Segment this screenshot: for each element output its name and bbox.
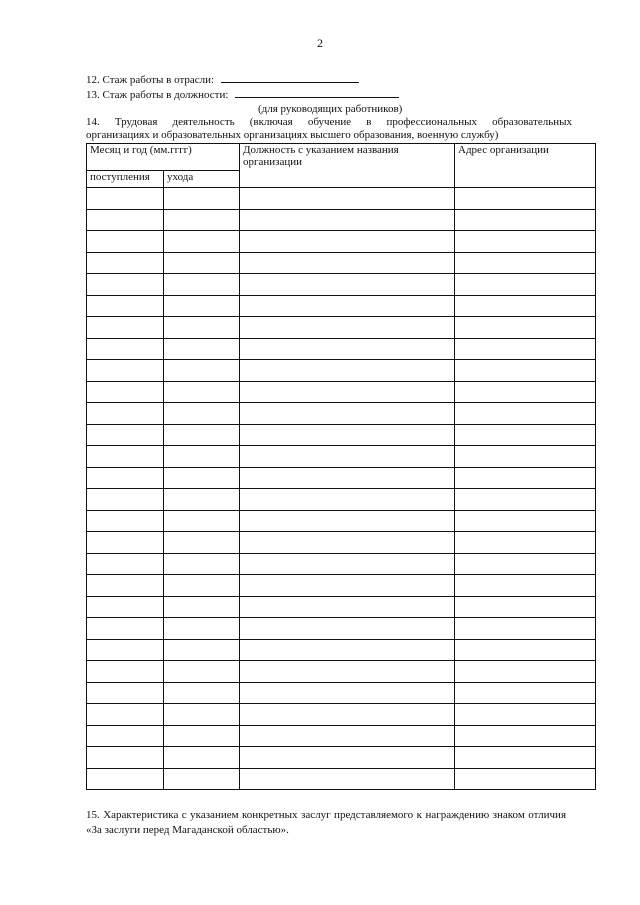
table-cell[interactable]: [87, 532, 164, 554]
table-cell[interactable]: [87, 489, 164, 511]
table-cell[interactable]: [87, 274, 164, 296]
table-cell[interactable]: [240, 532, 455, 554]
table-cell[interactable]: [164, 618, 240, 640]
table-cell[interactable]: [455, 575, 596, 597]
table-cell[interactable]: [240, 725, 455, 747]
section14-heading-line2: организациях и образовательных организациях высшего образования, военную службу): [86, 129, 499, 141]
table-row: [87, 489, 596, 511]
table-cell[interactable]: [455, 424, 596, 446]
table-cell[interactable]: [164, 209, 240, 231]
table-cell[interactable]: [455, 295, 596, 317]
table-cell[interactable]: [455, 231, 596, 253]
table-cell[interactable]: [164, 575, 240, 597]
table-cell[interactable]: [455, 467, 596, 489]
header-month-year: Месяц и год (мм.гггг): [87, 144, 240, 171]
table-cell[interactable]: [164, 725, 240, 747]
table-header-row: [87, 144, 596, 171]
table-cell[interactable]: [240, 403, 455, 425]
table-cell[interactable]: [455, 317, 596, 339]
table-cell[interactable]: [240, 661, 455, 683]
table-cell[interactable]: [87, 338, 164, 360]
table-cell[interactable]: [87, 403, 164, 425]
table-cell[interactable]: [240, 510, 455, 532]
table-cell[interactable]: [240, 553, 455, 575]
table-cell[interactable]: [455, 510, 596, 532]
table-cell[interactable]: [87, 682, 164, 704]
table-cell[interactable]: [164, 682, 240, 704]
table-cell[interactable]: [455, 209, 596, 231]
table-cell[interactable]: [164, 532, 240, 554]
table-cell[interactable]: [164, 381, 240, 403]
table-cell[interactable]: [240, 381, 455, 403]
section14-heading-line1: 14. Трудовая деятельность (включая обучение в профессиональных образовательных: [86, 116, 572, 128]
table-cell[interactable]: [240, 360, 455, 382]
table-row: [87, 231, 596, 253]
table-cell[interactable]: [164, 661, 240, 683]
table-cell[interactable]: [240, 596, 455, 618]
table-cell[interactable]: [87, 747, 164, 769]
table-cell[interactable]: [87, 725, 164, 747]
table-cell[interactable]: [87, 188, 164, 210]
table-row: [87, 747, 596, 769]
table-row: [87, 360, 596, 382]
table-row: [87, 553, 596, 575]
table-cell[interactable]: [240, 682, 455, 704]
table-cell[interactable]: [455, 639, 596, 661]
table-cell[interactable]: [164, 768, 240, 790]
work-history-table: [86, 143, 596, 790]
table-row: [87, 618, 596, 640]
table-cell[interactable]: [87, 596, 164, 618]
table-row: [87, 446, 596, 468]
table-cell[interactable]: [455, 360, 596, 382]
table-cell[interactable]: [455, 596, 596, 618]
table-cell[interactable]: [164, 489, 240, 511]
table-row: [87, 381, 596, 403]
table-cell[interactable]: [240, 209, 455, 231]
table-cell[interactable]: [87, 317, 164, 339]
table-cell[interactable]: [455, 661, 596, 683]
industry-experience-blank[interactable]: [221, 72, 359, 83]
table-cell[interactable]: [455, 381, 596, 403]
header-position: Должность с указанием названия организации: [240, 144, 455, 188]
table-cell[interactable]: [455, 682, 596, 704]
table-cell[interactable]: [164, 338, 240, 360]
table-cell[interactable]: [240, 639, 455, 661]
table-cell[interactable]: [455, 446, 596, 468]
table-cell[interactable]: [87, 704, 164, 726]
table-cell[interactable]: [240, 317, 455, 339]
table-cell[interactable]: [164, 252, 240, 274]
header-address: Адрес организации: [455, 144, 596, 188]
table-row: [87, 704, 596, 726]
position-experience-label: 13. Стаж работы в должности:: [86, 89, 229, 101]
table-cell[interactable]: [455, 532, 596, 554]
table-cell[interactable]: [164, 553, 240, 575]
table-cell[interactable]: [240, 295, 455, 317]
table-cell[interactable]: [455, 489, 596, 511]
table-row: [87, 188, 596, 210]
position-experience-blank[interactable]: [235, 87, 399, 98]
section15-text: 15. Характеристика с указанием конкретных заслуг представляемого к награждению знаком отличия «За заслуги перед Магаданской областью».: [86, 809, 566, 836]
table-cell[interactable]: [87, 252, 164, 274]
table-cell[interactable]: [87, 424, 164, 446]
table-cell[interactable]: [164, 360, 240, 382]
table-cell[interactable]: [87, 381, 164, 403]
table-cell[interactable]: [164, 317, 240, 339]
table-row: [87, 639, 596, 661]
table-cell[interactable]: [87, 209, 164, 231]
header-end: ухода: [164, 171, 240, 188]
table-row: [87, 317, 596, 339]
table-cell[interactable]: [164, 510, 240, 532]
header-start: поступления: [87, 171, 164, 188]
table-cell[interactable]: [240, 768, 455, 790]
table-cell[interactable]: [87, 618, 164, 640]
table-cell[interactable]: [164, 467, 240, 489]
table-cell[interactable]: [87, 360, 164, 382]
table-cell[interactable]: [240, 467, 455, 489]
table-cell[interactable]: [164, 596, 240, 618]
table-row: [87, 510, 596, 532]
table-cell[interactable]: [87, 295, 164, 317]
table-row: [87, 725, 596, 747]
table-row: [87, 252, 596, 274]
position-experience-field: [86, 87, 399, 101]
table-cell[interactable]: [87, 768, 164, 790]
table-cell[interactable]: [87, 467, 164, 489]
table-row: [87, 295, 596, 317]
table-cell[interactable]: [455, 768, 596, 790]
table-cell[interactable]: [455, 553, 596, 575]
table-row: [87, 682, 596, 704]
table-row: [87, 274, 596, 296]
page-number: 2: [317, 36, 323, 50]
table-row: [87, 661, 596, 683]
table-cell[interactable]: [455, 403, 596, 425]
table-cell[interactable]: [87, 639, 164, 661]
table-row: [87, 467, 596, 489]
table-row: [87, 575, 596, 597]
table-cell[interactable]: [164, 639, 240, 661]
table-cell[interactable]: [240, 489, 455, 511]
table-cell[interactable]: [455, 252, 596, 274]
table-cell[interactable]: [87, 575, 164, 597]
table-cell[interactable]: [455, 338, 596, 360]
table-cell[interactable]: [164, 231, 240, 253]
table-cell[interactable]: [164, 704, 240, 726]
table-cell[interactable]: [240, 424, 455, 446]
table-cell[interactable]: [455, 704, 596, 726]
table-cell[interactable]: [455, 188, 596, 210]
table-cell[interactable]: [240, 618, 455, 640]
table-cell[interactable]: [164, 403, 240, 425]
industry-experience-label: 12. Стаж работы в отрасли:: [86, 74, 215, 86]
table-cell[interactable]: [87, 553, 164, 575]
table-cell[interactable]: [240, 252, 455, 274]
table-cell[interactable]: [240, 338, 455, 360]
table-cell[interactable]: [164, 188, 240, 210]
table-row: [87, 338, 596, 360]
table-cell[interactable]: [240, 704, 455, 726]
table-cell[interactable]: [455, 618, 596, 640]
table-row: [87, 403, 596, 425]
table-row: [87, 209, 596, 231]
table-cell[interactable]: [240, 575, 455, 597]
table-cell[interactable]: [455, 725, 596, 747]
table-cell[interactable]: [87, 510, 164, 532]
table-cell[interactable]: [164, 446, 240, 468]
table-cell[interactable]: [240, 188, 455, 210]
table-row: [87, 424, 596, 446]
table-row: [87, 768, 596, 790]
table-cell[interactable]: [87, 446, 164, 468]
managers-note: (для руководящих работников): [258, 103, 403, 115]
table-cell[interactable]: [240, 231, 455, 253]
table-row: [87, 532, 596, 554]
table-cell[interactable]: [455, 747, 596, 769]
table-cell[interactable]: [164, 424, 240, 446]
industry-experience-field: [86, 72, 359, 86]
table-cell[interactable]: [240, 747, 455, 769]
table-cell[interactable]: [87, 231, 164, 253]
table-cell[interactable]: [164, 295, 240, 317]
table-cell[interactable]: [240, 274, 455, 296]
table-cell[interactable]: [455, 274, 596, 296]
table-cell[interactable]: [87, 661, 164, 683]
table-cell[interactable]: [164, 274, 240, 296]
table-cell[interactable]: [164, 747, 240, 769]
table-cell[interactable]: [240, 446, 455, 468]
table-row: [87, 596, 596, 618]
